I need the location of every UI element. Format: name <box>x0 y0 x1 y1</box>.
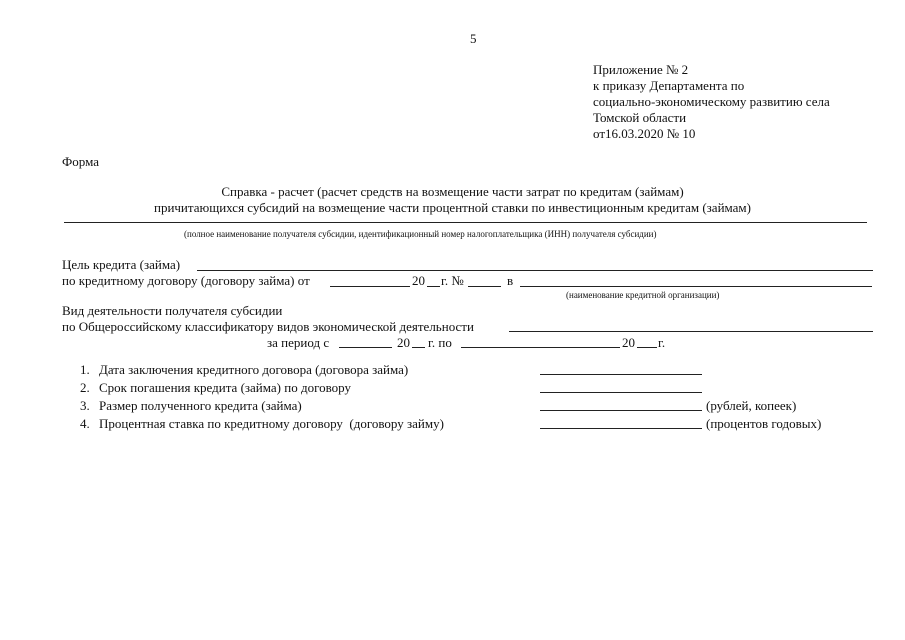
contract-number-label: г. № <box>441 273 464 288</box>
period-year-1-line[interactable] <box>412 347 425 348</box>
appendix-line-2: к приказу Департамента по <box>593 78 745 93</box>
period-end-line[interactable] <box>461 347 620 348</box>
credit-purpose-label: Цель кредита (займа) <box>62 257 181 272</box>
item-3-value-line[interactable] <box>540 410 702 411</box>
recipient-name-line[interactable] <box>64 222 867 223</box>
bank-in-label: в <box>507 273 514 288</box>
contract-date-line[interactable] <box>330 286 410 287</box>
item-4-unit: (процентов годовых) <box>706 416 822 431</box>
period-prefix: за период с <box>267 335 330 350</box>
item-1-text: Дата заключения кредитного договора (договора займа) <box>99 362 409 377</box>
appendix-line-4: Томской области <box>593 110 687 125</box>
period-year-2-line[interactable] <box>637 347 657 348</box>
period-year-1: 20 <box>397 335 410 350</box>
item-3-number: 3. <box>80 398 90 413</box>
recipient-caption: (полное наименование получателя субсидии, идентификационный номер налогоплательщика (ИНН) получателя субсидии) <box>184 229 657 239</box>
title-line-1: Справка - расчет (расчет средств на возмещение части затрат по кредитам (займам) <box>221 184 684 199</box>
period-end-label: г. <box>658 335 666 350</box>
item-1-number: 1. <box>80 362 90 377</box>
contract-year-line[interactable] <box>427 286 440 287</box>
appendix-line-1: Приложение № 2 <box>593 62 689 77</box>
form-label: Форма <box>62 154 99 169</box>
item-2-number: 2. <box>80 380 90 395</box>
item-3-text: Размер полученного кредита (займа) <box>99 398 302 413</box>
item-2-text: Срок погашения кредита (займа) по договору <box>99 380 351 395</box>
period-year-2: 20 <box>622 335 635 350</box>
credit-purpose-line[interactable] <box>197 270 873 271</box>
period-start-line[interactable] <box>339 347 392 348</box>
contract-line-prefix: по кредитному договору (договору займа) от <box>62 273 310 288</box>
title-line-2: причитающихся субсидий на возмещение части процентной ставки по инвестиционным кредитам (займам) <box>153 200 751 215</box>
activity-line-2: по Общероссийскому классификатору видов экономической деятельности <box>62 319 474 334</box>
bank-caption: (наименование кредитной организации) <box>566 290 720 300</box>
item-4-text: Процентная ставка по кредитному договору (договору займу) <box>99 416 444 431</box>
appendix-line-3: социально-экономическому развитию села <box>593 94 830 109</box>
item-3-unit: (рублей, копеек) <box>706 398 797 413</box>
page-number: 5 <box>470 31 477 46</box>
contract-year-prefix: 20 <box>412 273 425 288</box>
item-4-value-line[interactable] <box>540 428 702 429</box>
item-4-number: 4. <box>80 416 90 431</box>
appendix-line-5: от16.03.2020 № 10 <box>593 126 696 141</box>
item-2-value-line[interactable] <box>540 392 702 393</box>
okved-line[interactable] <box>509 331 873 332</box>
period-to-label: г. по <box>428 335 452 350</box>
item-1-value-line[interactable] <box>540 374 702 375</box>
activity-line-1: Вид деятельности получателя субсидии <box>62 303 283 318</box>
bank-name-line[interactable] <box>520 286 872 287</box>
contract-number-line[interactable] <box>468 286 501 287</box>
